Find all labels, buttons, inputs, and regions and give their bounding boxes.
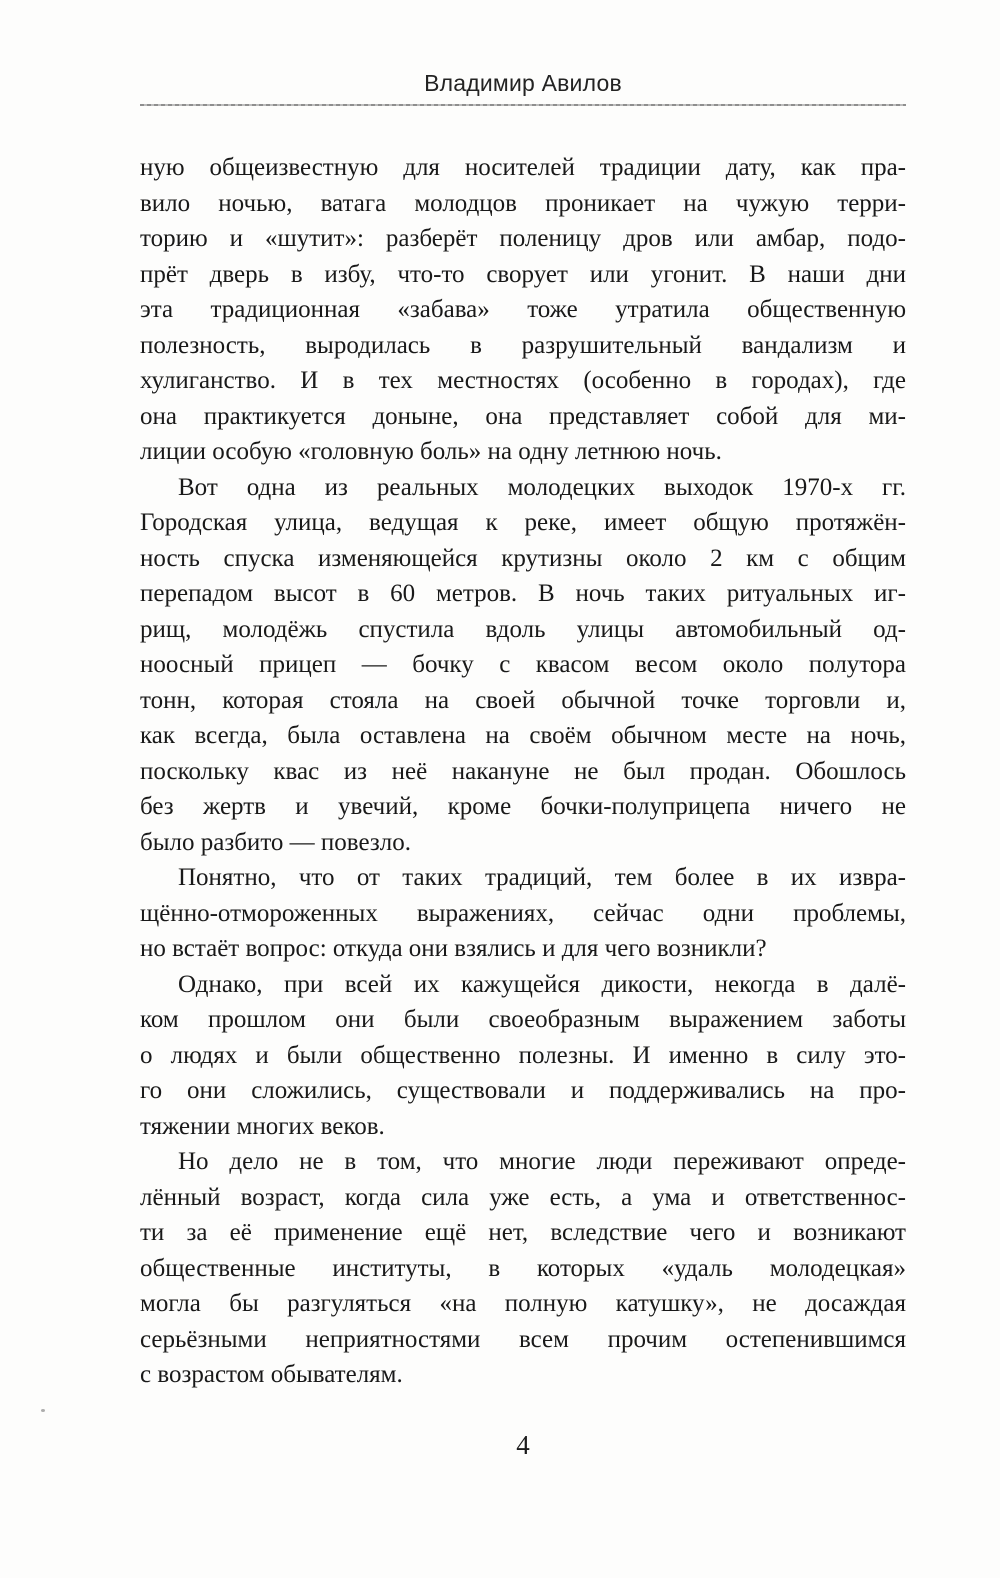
text-line: тяжении многих веков. xyxy=(140,1112,385,1140)
text-line: Однако, при всей их кажущейся дикости, некогда в далё- xyxy=(178,970,906,998)
text-line: ноосный прицеп — бочку с квасом весом около полутора xyxy=(140,651,906,678)
text-line: ную общеизвестную для носителей традиции дату, как пра- xyxy=(140,154,906,181)
text-line: эта традиционная «забава» тоже утратила общественную xyxy=(140,296,906,323)
text-line: щённо-отмороженных выражениях, сейчас одни проблемы, xyxy=(140,899,906,927)
text-line: прёт дверь в избу, что-то сворует или угонит. В наши дни xyxy=(140,260,906,288)
scan-artifact-speck xyxy=(41,1409,45,1412)
text-line: серьёзными неприятностями всем прочим остепенившимся xyxy=(140,1325,906,1353)
text-line: ность спуска изменяющейся крутизны около 2 км с общим xyxy=(140,544,906,572)
header-rule xyxy=(140,104,906,106)
text-line: лённый возраст, когда сила уже есть, а ума и ответственнос- xyxy=(140,1183,906,1211)
text-line: без жертв и увечий, кроме бочки-полуприцепа ничего не xyxy=(140,793,906,820)
text-line: Вот одна из реальных молодецких выходок 1970-х гг. xyxy=(178,473,906,501)
text-line: ти за её применение ещё нет, вследствие чего и возникают xyxy=(140,1219,906,1246)
text-line: с возрастом обывателям. xyxy=(140,1361,403,1388)
text-line: полезность, выродилась в разрушительный вандализм и xyxy=(140,331,906,359)
text-line: как всегда, была оставлена на своём обычном месте на ночь, xyxy=(140,722,906,749)
text-line: ком прошлом они были своеобразным выражением заботы xyxy=(140,1006,906,1033)
body-text xyxy=(140,150,906,1393)
text-line: Но дело не в том, что многие люди переживают опреде- xyxy=(178,1148,906,1175)
text-line: могла бы разгуляться «на полную катушку», не досаждая xyxy=(140,1290,906,1317)
text-line: торию и «шутит»: разберёт поленицу дров или амбар, подо- xyxy=(140,225,906,252)
text-line: вило ночью, ватага молодцов проникает на чужую терри- xyxy=(140,189,906,217)
text-line: тонн, которая стояла на своей обычной точке торговли и, xyxy=(140,686,906,714)
text-line: поскольку квас из неё накануне не был продан. Обошлось xyxy=(140,757,906,785)
text-line: общественные институты, в которых «удаль молодецкая» xyxy=(140,1254,906,1282)
running-head-author: Владимир Авилов xyxy=(424,70,622,96)
text-line: Понятно, что от таких традиций, тем более в их извра- xyxy=(178,864,906,891)
text-line: рищ, молодёжь спустила вдоль улицы автомобильный од- xyxy=(140,615,906,643)
text-line: о людях и были общественно полезны. И именно в силу это- xyxy=(140,1041,906,1069)
text-line: было разбито — повезло. xyxy=(140,828,411,856)
page-number: 4 xyxy=(516,1430,530,1460)
text-line: перепадом высот в 60 метров. В ночь таких ритуальных иг- xyxy=(140,580,906,607)
text-line: лиции особую «головную боль» на одну летнюю ночь. xyxy=(140,438,722,465)
text-line: Городская улица, ведущая к реке, имеет общую протяжён- xyxy=(140,509,906,536)
text-line: го они сложились, существовали и поддерживались на про- xyxy=(140,1077,906,1104)
text-line: но встаёт вопрос: откуда они взялись и для чего возникли? xyxy=(140,935,767,962)
text-line: она практикуется доныне, она представляет собой для ми- xyxy=(140,402,906,430)
text-line: хулиганство. И в тех местностях (особенно в городах), где xyxy=(140,367,906,394)
